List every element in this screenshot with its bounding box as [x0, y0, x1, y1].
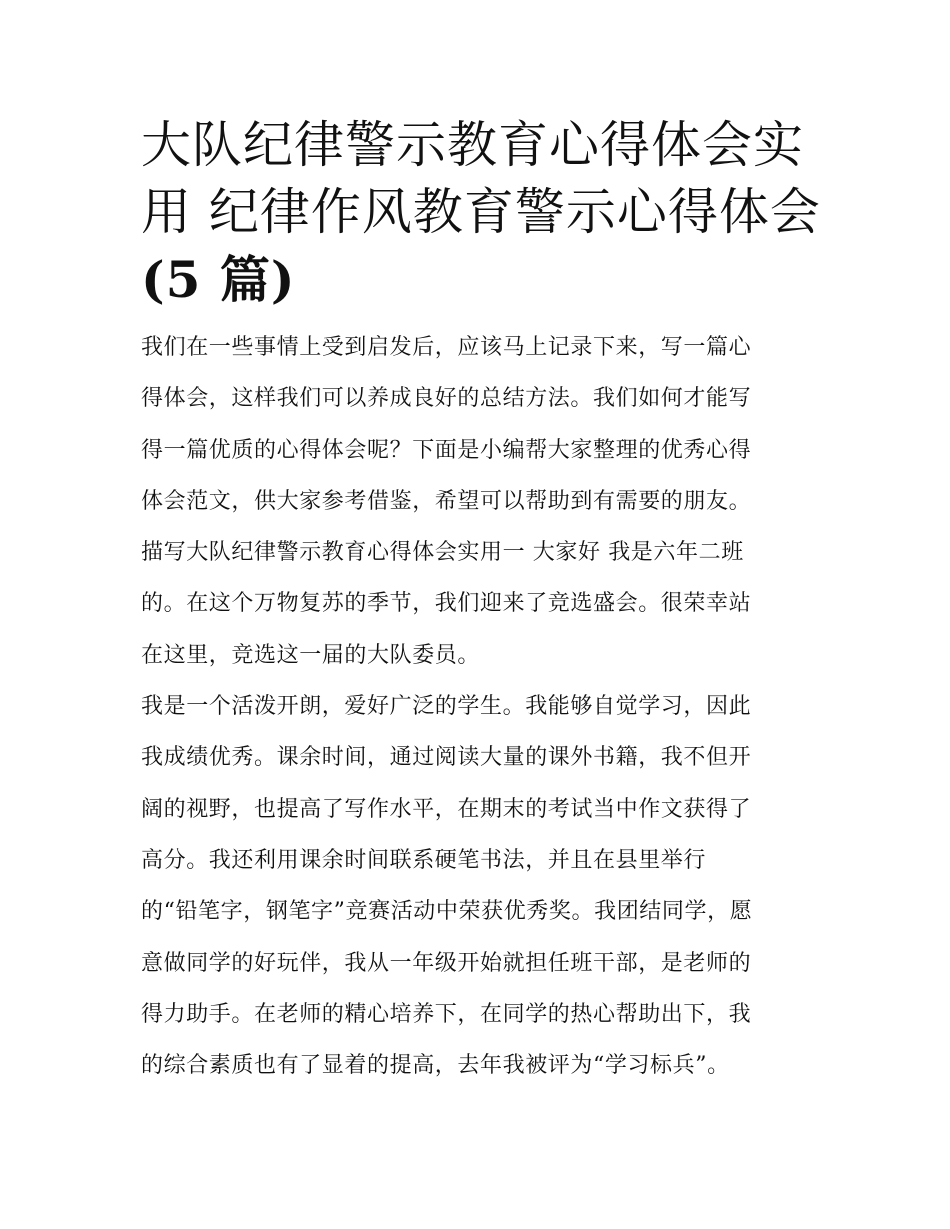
body-line: 我成绩优秀。课余时间，通过阅读大量的课外书籍，我不但开: [141, 745, 752, 771]
body-line: 体会范文，供大家参考借鉴，希望可以帮助到有需要的朋友。: [141, 488, 752, 514]
title-line: 用 纪律作风教育警示心得体会: [141, 183, 821, 241]
document-title: [141, 112, 821, 313]
body-line: 得体会，这样我们可以养成良好的总结方法。我们如何才能写: [141, 386, 752, 412]
body-line: 描写大队纪律警示教育心得体会实用一 大家好 我是六年二班: [141, 540, 744, 566]
body-line: 意做同学的好玩伴，我从一年级开始就担任班干部，是老师的: [141, 950, 752, 976]
body-line: 我是一个活泼开朗，爱好广泛的学生。我能够自觉学习，因此: [141, 694, 752, 720]
title-line: 大队纪律警示教育心得体会实: [141, 116, 804, 174]
body-line: 高分。我还利用课余时间联系硬笔书法，并且在县里举行: [141, 847, 707, 873]
document-body: [141, 322, 813, 1091]
body-line: 得力助手。在老师的精心培养下，在同学的热心帮助出下，我: [141, 1001, 752, 1027]
body-line: 的。在这个万物复苏的季节，我们迎来了竞选盛会。很荣幸站: [141, 591, 752, 617]
body-line: 得一篇优质的心得体会呢？下面是小编帮大家整理的优秀心得: [141, 437, 752, 463]
title-line: (5 篇): [141, 250, 296, 309]
body-line: 的“铅笔字，钢笔字”竞赛活动中荣获优秀奖。我团结同学，愿: [141, 899, 753, 925]
body-line: 的综合素质也有了显着的提高，去年我被评为“学习标兵”。: [141, 1053, 730, 1079]
body-line: 我们在一些事情上受到启发后，应该马上记录下来，写一篇心: [141, 335, 752, 360]
body-line: 在这里，竞选这一届的大队委员。: [141, 642, 481, 668]
document-content: [141, 112, 821, 1091]
body-line: 阔的视野，也提高了写作水平，在期末的考试当中作文获得了: [141, 796, 752, 822]
